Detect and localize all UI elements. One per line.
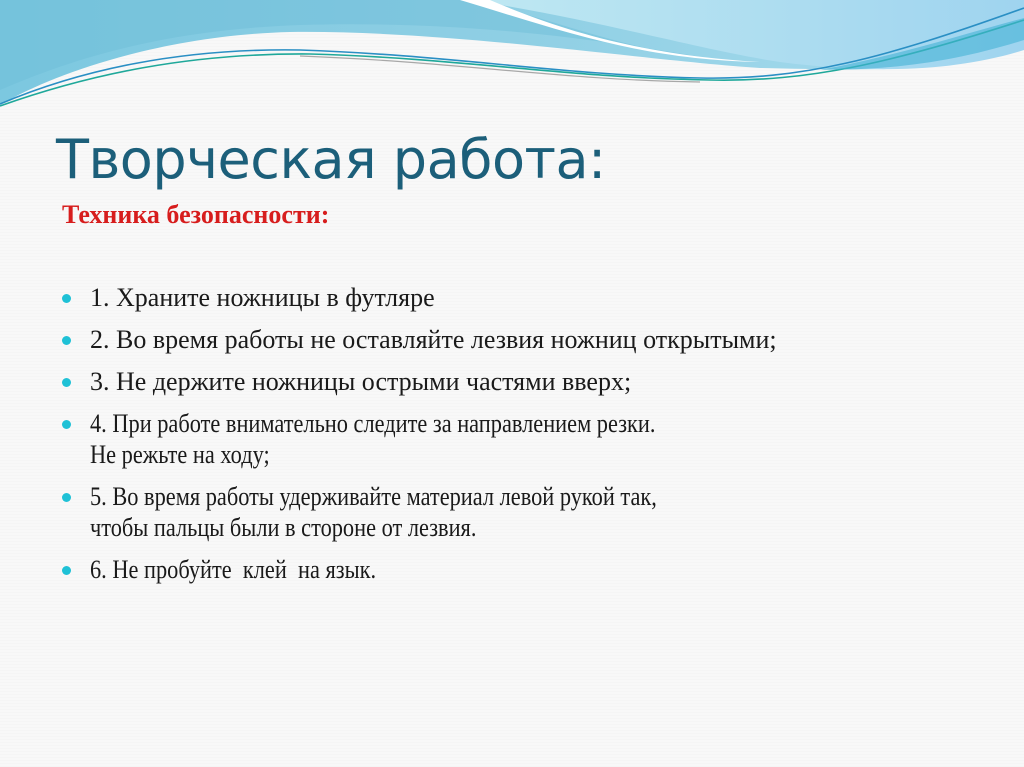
safety-rules-list xyxy=(60,282,1000,596)
list-item-text-line2: Не режьте на ходу; xyxy=(90,440,270,469)
list-item xyxy=(60,366,1000,397)
bullet-icon xyxy=(62,420,71,429)
list-item-text-line1: 4. При работе внимательно следите за направлением резки. xyxy=(90,409,656,438)
bullet-icon xyxy=(62,566,71,575)
list-item-text: 6. Не пробуйте клей на язык. xyxy=(90,555,377,584)
bullet-icon xyxy=(62,493,71,502)
decorative-wave-header xyxy=(0,0,1024,110)
list-item xyxy=(60,554,1000,585)
bullet-icon xyxy=(62,294,71,303)
list-item-text: 2. Во время работы не оставляйте лезвия ножниц открытыми; xyxy=(90,325,777,354)
list-item-text-line2: чтобы пальцы были в стороне от лезвия. xyxy=(90,513,477,542)
bullet-icon xyxy=(62,378,71,387)
list-item xyxy=(60,481,1000,543)
list-item-text: 1. Храните ножницы в футляре xyxy=(90,283,435,312)
list-item xyxy=(60,282,1000,313)
list-item-text-line1: 5. Во время работы удерживайте материал левой рукой так, xyxy=(90,482,657,511)
bullet-icon xyxy=(62,336,71,345)
slide-subtitle: Техника безопасности: xyxy=(62,200,330,229)
list-item-text: 3. Не держите ножницы острыми частями вверх; xyxy=(90,367,632,396)
slide-title: Творческая работа: xyxy=(56,128,606,191)
list-item xyxy=(60,408,1000,470)
list-item xyxy=(60,324,1000,355)
